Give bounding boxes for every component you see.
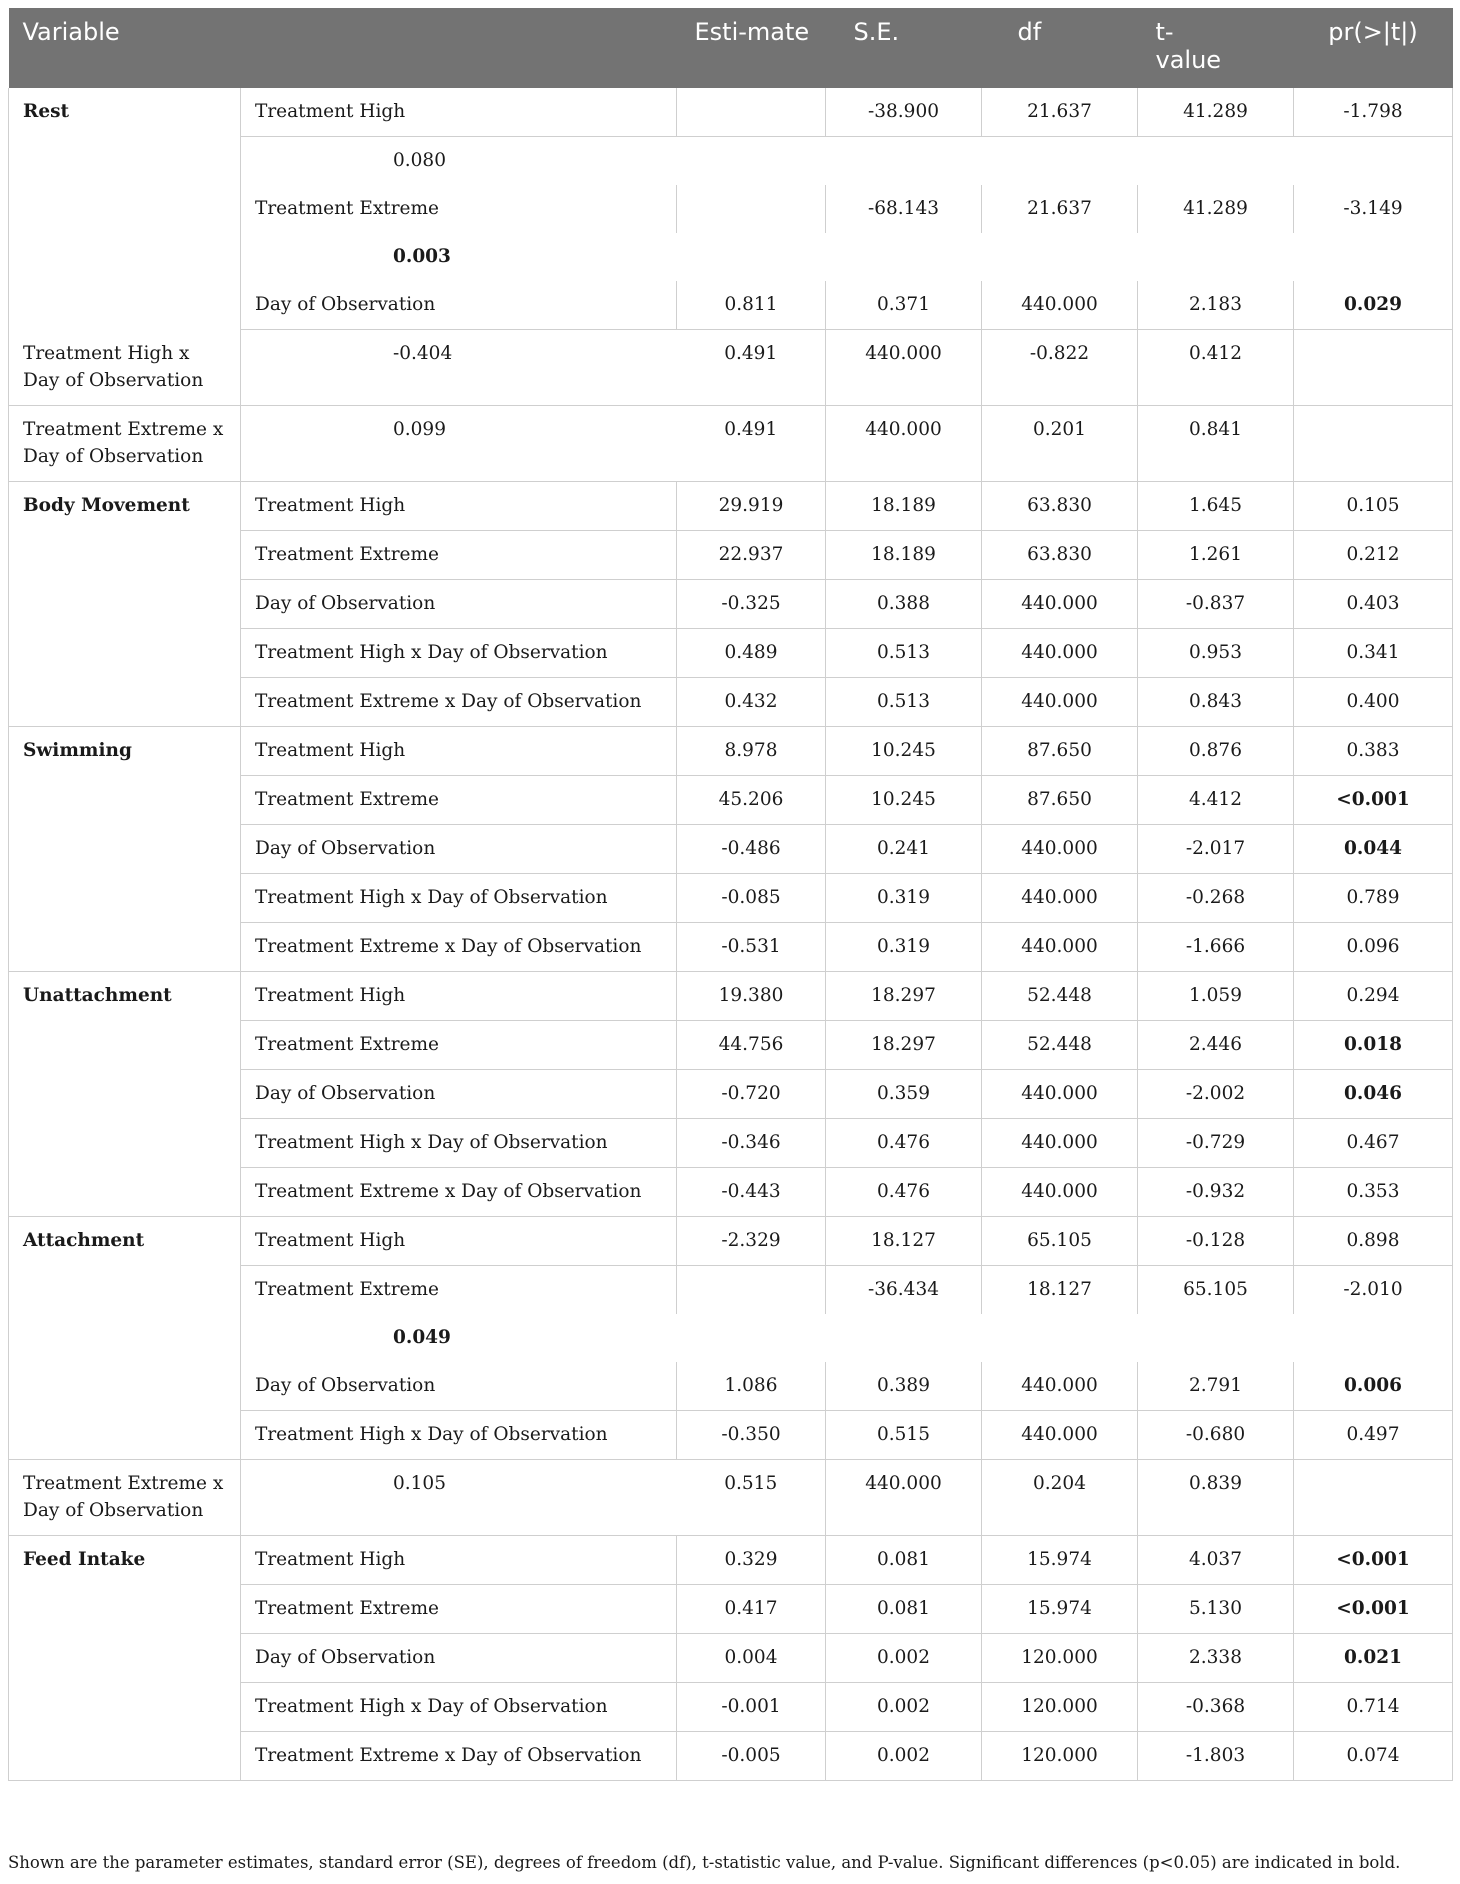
p-cell: 0.898 [1294,1216,1453,1265]
df-cell: 63.830 [982,530,1138,579]
estimate-cell: -0.346 [677,1118,826,1167]
header-term [241,8,677,88]
variable-cell: Treatment High x Day of Observation [9,330,241,406]
table-row [9,971,1453,1020]
estimate-cell: 45.206 [677,775,826,824]
variable-swimming: Swimming [9,726,241,971]
df-cell: 120.000 [982,1731,1138,1780]
term-cell: Treatment Extreme x Day of Observation [241,922,677,971]
df-cell: 63.830 [982,481,1138,530]
term-cell: Treatment Extreme [241,775,677,824]
df-cell: 21.637 [982,88,1138,137]
p-cell: 0.400 [1294,677,1453,726]
empty-cell [1294,330,1453,406]
empty-cell [1294,405,1453,481]
variable-body-movement: Body Movement [9,481,241,726]
p-cell: 0.841 [1138,405,1294,481]
df-cell: 440.000 [982,677,1138,726]
se-cell: 0.476 [826,1167,982,1216]
header-se: S.E. [826,8,982,88]
results-table-container [8,8,1452,1781]
overflow-cell: 0.049 [241,1314,1453,1362]
df-cell: 120.000 [982,1682,1138,1731]
p-cell: 0.044 [1294,824,1453,873]
t-cell: 2.183 [1138,281,1294,330]
overflow-cell: 0.003 [241,233,1453,281]
df-cell: 120.000 [982,1633,1138,1682]
empty-cell [1294,1459,1453,1535]
t-cell: 41.289 [1138,88,1294,137]
header-variable: Variable [9,8,241,88]
p-cell: 0.412 [1138,330,1294,406]
t-cell: 1.261 [1138,530,1294,579]
variable-rest: Rest [9,88,241,330]
term-cell: Treatment Extreme [241,1020,677,1069]
term-cell: Day of Observation [241,824,677,873]
se-cell: 10.245 [826,775,982,824]
p-cell: 0.006 [1294,1362,1453,1411]
term-cell: Treatment High [241,1216,677,1265]
estimate-cell: 29.919 [677,481,826,530]
t-cell: 2.446 [1138,1020,1294,1069]
header-tvalue: t-value [1138,8,1294,88]
df-cell: 87.650 [982,726,1138,775]
term-cell: Treatment High x Day of Observation [241,1682,677,1731]
estimate-cell: -0.720 [677,1069,826,1118]
df-cell: 440.000 [826,330,982,406]
estimate-cell: 19.380 [677,971,826,1020]
p-cell: 0.021 [1294,1633,1453,1682]
t-cell: 65.105 [1138,1265,1294,1314]
se-cell: 18.189 [826,481,982,530]
term-cell: Treatment High x Day of Observation [241,1410,677,1459]
term-cell: Treatment High x Day of Observation [241,1118,677,1167]
table-row [9,330,1453,406]
df-cell: 52.448 [982,1020,1138,1069]
estimate-cell: 22.937 [677,530,826,579]
p-cell: 0.029 [1294,281,1453,330]
df-cell: 15.974 [982,1584,1138,1633]
df-cell: 87.650 [982,775,1138,824]
estimate-cell: -2.329 [677,1216,826,1265]
p-cell: 0.294 [1294,971,1453,1020]
estimate-cell: 0.105 [241,1459,677,1535]
estimate-cell: 0.417 [677,1584,826,1633]
estimate-cell: 0.811 [677,281,826,330]
se-cell: 0.002 [826,1633,982,1682]
term-cell: Day of Observation [241,1633,677,1682]
df-cell: 440.000 [826,1459,982,1535]
se-cell: 18.297 [826,971,982,1020]
term-cell: Treatment High [241,971,677,1020]
estimate-cell [677,185,826,233]
p-cell: 0.467 [1294,1118,1453,1167]
term-cell: Treatment Extreme [241,185,677,233]
df-cell: 440.000 [982,281,1138,330]
t-cell: 1.645 [1138,481,1294,530]
se-cell: 0.513 [826,628,982,677]
t-cell: -0.368 [1138,1682,1294,1731]
df-cell: 440.000 [982,1118,1138,1167]
estimate-cell: -0.486 [677,824,826,873]
term-cell: Treatment High [241,1535,677,1584]
p-cell: 0.105 [1294,481,1453,530]
t-cell: 0.876 [1138,726,1294,775]
se-cell: -38.900 [826,88,982,137]
t-cell: -2.002 [1138,1069,1294,1118]
t-cell: 2.338 [1138,1633,1294,1682]
df-cell: 15.974 [982,1535,1138,1584]
table-row [9,88,1453,137]
df-cell: 18.127 [982,1265,1138,1314]
df-cell: 440.000 [982,628,1138,677]
se-cell: 0.515 [677,1459,826,1535]
term-cell: Treatment High [241,88,677,137]
df-cell: 440.000 [982,1069,1138,1118]
term-cell: Treatment Extreme [241,530,677,579]
estimate-cell: -0.001 [677,1682,826,1731]
t-cell: 1.059 [1138,971,1294,1020]
t-cell: -0.680 [1138,1410,1294,1459]
se-cell: 0.359 [826,1069,982,1118]
p-cell: 0.497 [1294,1410,1453,1459]
estimate-cell: -0.531 [677,922,826,971]
p-cell: <0.001 [1294,1535,1453,1584]
se-cell: 18.189 [826,530,982,579]
estimate-cell: 0.004 [677,1633,826,1682]
table-row [9,1459,1453,1535]
se-cell: -68.143 [826,185,982,233]
p-cell: 0.789 [1294,873,1453,922]
variable-unattachment: Unattachment [9,971,241,1216]
estimate-cell: 44.756 [677,1020,826,1069]
header-estimate: Esti-mate [677,8,826,88]
t-cell: -1.666 [1138,922,1294,971]
term-cell: Treatment High x Day of Observation [241,873,677,922]
estimate-cell: -0.085 [677,873,826,922]
df-cell: 52.448 [982,971,1138,1020]
table-footnote: Shown are the parameter estimates, standard error (SE), degrees of freedom (df), t-statistic value, and P-value. Significant differences (p<0.05) are indicated in bold. [8,1853,1401,1872]
estimate-cell [677,88,826,137]
estimate-cell [677,1265,826,1314]
t-cell: -0.822 [982,330,1138,406]
se-cell: 0.002 [826,1731,982,1780]
t-cell: -1.803 [1138,1731,1294,1780]
se-cell: 0.319 [826,873,982,922]
df-cell: 440.000 [982,1410,1138,1459]
t-cell: 41.289 [1138,185,1294,233]
se-cell: 0.388 [826,579,982,628]
term-cell: Treatment Extreme [241,1584,677,1633]
table-row [9,481,1453,530]
estimate-cell: 0.099 [241,405,677,481]
se-cell: 10.245 [826,726,982,775]
estimate-cell: 0.489 [677,628,826,677]
se-cell: 0.515 [826,1410,982,1459]
se-cell: 0.491 [677,405,826,481]
se-cell: 0.002 [826,1682,982,1731]
p-cell: 0.074 [1294,1731,1453,1780]
term-cell: Day of Observation [241,1362,677,1411]
p-cell: 0.714 [1294,1682,1453,1731]
overflow-cell: 0.080 [241,137,1453,186]
t-cell: 4.412 [1138,775,1294,824]
p-cell: <0.001 [1294,775,1453,824]
variable-cell: Treatment Extreme x Day of Observation [9,405,241,481]
header-df: df [982,8,1138,88]
se-cell: 0.491 [677,330,826,406]
term-cell: Treatment Extreme x Day of Observation [241,677,677,726]
table-row [9,405,1453,481]
t-cell: -0.837 [1138,579,1294,628]
term-cell: Day of Observation [241,281,677,330]
t-cell: 4.037 [1138,1535,1294,1584]
t-cell: -0.128 [1138,1216,1294,1265]
t-cell: -0.729 [1138,1118,1294,1167]
df-cell: 440.000 [826,405,982,481]
term-cell: Treatment High [241,726,677,775]
header-p: pr(>|t|) [1294,8,1453,88]
se-cell: 0.513 [826,677,982,726]
t-cell: 0.201 [982,405,1138,481]
estimate-cell: 8.978 [677,726,826,775]
t-cell: 5.130 [1138,1584,1294,1633]
results-table [8,8,1453,1781]
p-cell: 0.096 [1294,922,1453,971]
estimate-cell: -0.404 [241,330,677,406]
se-cell: 0.319 [826,922,982,971]
se-cell: 0.241 [826,824,982,873]
p-cell: -1.798 [1294,88,1453,137]
df-cell: 440.000 [982,873,1138,922]
p-cell: 0.046 [1294,1069,1453,1118]
se-cell: 0.081 [826,1535,982,1584]
variable-cell: Treatment Extreme x Day of Observation [9,1459,241,1535]
p-cell: 0.341 [1294,628,1453,677]
df-cell: 440.000 [982,922,1138,971]
p-cell: 0.383 [1294,726,1453,775]
t-cell: -2.017 [1138,824,1294,873]
df-cell: 440.000 [982,824,1138,873]
table-row [9,1535,1453,1584]
p-cell: 0.403 [1294,579,1453,628]
se-cell: 0.371 [826,281,982,330]
estimate-cell: 0.432 [677,677,826,726]
se-cell: 18.297 [826,1020,982,1069]
p-cell: 0.839 [1138,1459,1294,1535]
se-cell: 0.081 [826,1584,982,1633]
term-cell: Treatment Extreme x Day of Observation [241,1167,677,1216]
se-cell: 0.476 [826,1118,982,1167]
term-cell: Treatment High [241,481,677,530]
p-cell: -3.149 [1294,185,1453,233]
table-row [9,1216,1453,1265]
t-cell: -0.932 [1138,1167,1294,1216]
t-cell: -0.268 [1138,873,1294,922]
df-cell: 440.000 [982,1362,1138,1411]
term-cell: Treatment Extreme [241,1265,677,1314]
estimate-cell: 1.086 [677,1362,826,1411]
term-cell: Treatment High x Day of Observation [241,628,677,677]
t-cell: 0.204 [982,1459,1138,1535]
estimate-cell: -0.325 [677,579,826,628]
se-cell: 0.389 [826,1362,982,1411]
term-cell: Day of Observation [241,1069,677,1118]
df-cell: 440.000 [982,579,1138,628]
p-cell: 0.212 [1294,530,1453,579]
estimate-cell: -0.443 [677,1167,826,1216]
table-row [9,726,1453,775]
t-cell: 2.791 [1138,1362,1294,1411]
p-cell: 0.018 [1294,1020,1453,1069]
t-cell: 0.953 [1138,628,1294,677]
p-cell: -2.010 [1294,1265,1453,1314]
estimate-cell: 0.329 [677,1535,826,1584]
se-cell: -36.434 [826,1265,982,1314]
se-cell: 18.127 [826,1216,982,1265]
p-cell: <0.001 [1294,1584,1453,1633]
term-cell: Treatment Extreme x Day of Observation [241,1731,677,1780]
df-cell: 65.105 [982,1216,1138,1265]
estimate-cell: -0.350 [677,1410,826,1459]
estimate-cell: -0.005 [677,1731,826,1780]
df-cell: 21.637 [982,185,1138,233]
p-cell: 0.353 [1294,1167,1453,1216]
df-cell: 440.000 [982,1167,1138,1216]
variable-attachment: Attachment [9,1216,241,1459]
t-cell: 0.843 [1138,677,1294,726]
variable-feed-intake: Feed Intake [9,1535,241,1780]
term-cell: Day of Observation [241,579,677,628]
header-row [9,8,1453,88]
